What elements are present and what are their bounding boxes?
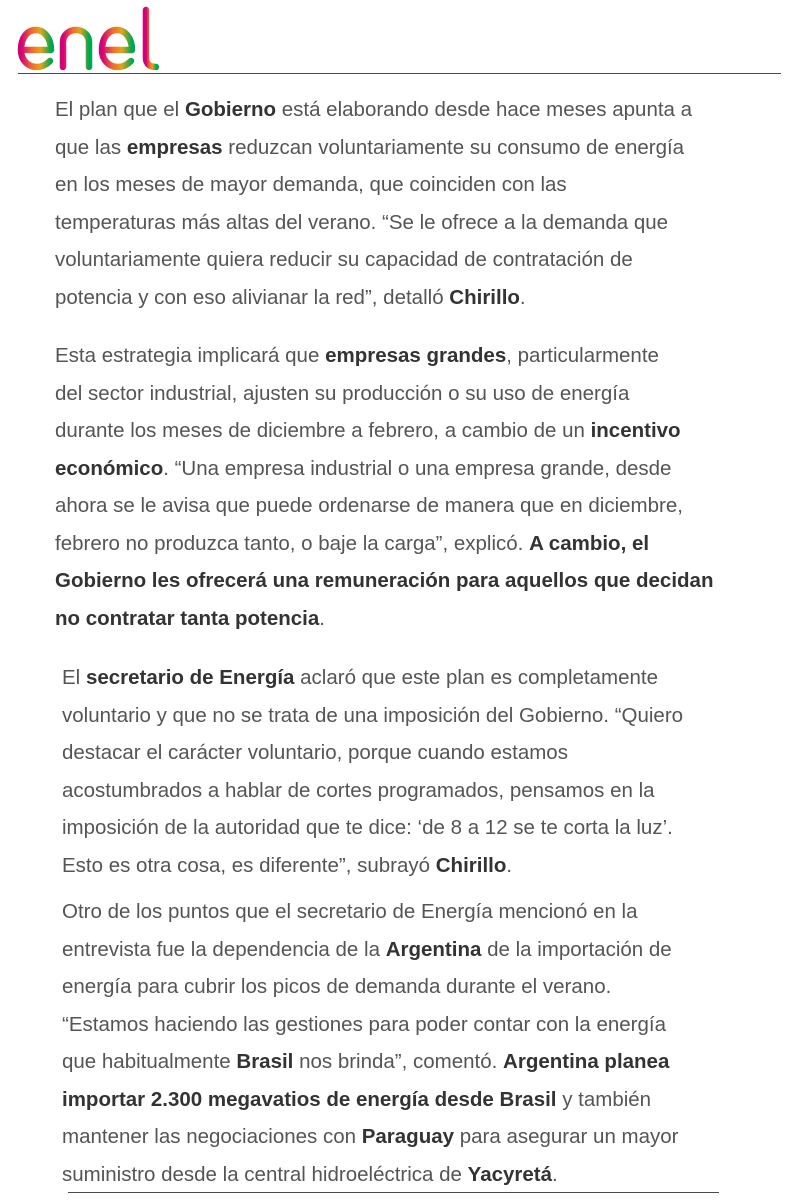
text-line	[55, 166, 735, 204]
text-segment: acostumbrados a hablar de cortes programados, pensamos en la	[62, 778, 655, 802]
text-line	[55, 204, 735, 242]
text-line	[62, 1156, 742, 1194]
text-segment: .	[552, 1162, 558, 1186]
article-paragraph-3	[62, 659, 742, 884]
bold-text: económico	[55, 456, 164, 480]
bold-text: A cambio, el	[529, 531, 650, 555]
footer-divider	[68, 1192, 719, 1193]
text-segment: Esto es otra cosa, es diferente”, subrayó	[62, 853, 436, 877]
text-line	[62, 893, 742, 931]
text-line	[55, 129, 735, 167]
article-paragraph-2	[55, 337, 735, 637]
text-segment: durante los meses de diciembre a febrero, a cambio de un	[55, 419, 591, 442]
text-segment: El	[62, 666, 86, 689]
text-segment: voluntario y que no se trata de una imposición del Gobierno. “Quiero	[62, 703, 684, 727]
text-segment: , particularmente	[506, 344, 659, 367]
text-line	[55, 562, 735, 600]
text-segment: del sector industrial, ajusten su producción o su uso de energía	[55, 381, 630, 405]
bold-text: no contratar tanta potencia	[55, 606, 320, 630]
text-segment: reduzcan voluntariamente su consumo de energía	[222, 135, 685, 159]
text-segment: de la importación de	[481, 937, 672, 961]
text-segment: para asegurar un mayor	[454, 1125, 679, 1148]
bold-text: Yacyretá	[467, 1162, 553, 1186]
text-line	[55, 279, 735, 317]
text-segment: Esta estrategia implicará que	[55, 344, 326, 367]
bold-text: Paraguay	[361, 1125, 455, 1148]
text-segment: mantener las negociaciones con	[62, 1125, 362, 1148]
site-header	[0, 0, 800, 75]
text-segment: .	[506, 853, 513, 877]
text-segment: .	[519, 285, 526, 309]
text-line	[55, 91, 735, 129]
bold-text: importar 2.300 megavatios de energía desde Brasil	[62, 1087, 557, 1111]
text-line	[62, 1081, 742, 1119]
text-line	[62, 809, 742, 847]
text-line	[62, 772, 742, 810]
text-line	[55, 241, 735, 279]
bold-text: Gobierno les ofrecerá una remuneración para aquellos que decidan	[55, 569, 714, 592]
text-line	[55, 525, 735, 563]
article-paragraph-1	[55, 91, 735, 316]
text-segment: entrevista fue la dependencia de la	[62, 937, 386, 961]
text-segment: nos brinda”, comentó.	[293, 1050, 504, 1073]
text-line	[55, 375, 735, 413]
text-segment: potencia y con eso alivianar la red”, detalló	[55, 285, 450, 309]
bold-text: secretario de Energía	[85, 666, 295, 689]
bold-text: incentivo	[590, 419, 681, 442]
bold-text: Chirillo	[449, 285, 520, 309]
text-line	[55, 412, 735, 450]
text-segment: destacar el carácter voluntario, porque cuando estamos	[62, 741, 568, 764]
text-line	[55, 450, 735, 488]
text-line	[62, 1118, 742, 1156]
enel-logo[interactable]	[16, 6, 182, 70]
text-segment: febrero no produzca tanto, o baje la carga”, explicó.	[55, 531, 530, 555]
text-segment: “Estamos haciendo las gestiones para poder contar con la energía	[62, 1012, 666, 1036]
text-segment: voluntariamente quiera reducir su capacidad de contratación de	[55, 248, 633, 271]
text-segment: Otro de los puntos que el secretario de Energía mencionó en la	[62, 900, 638, 923]
bold-text: Chirillo	[435, 853, 507, 877]
text-segment: temperaturas más altas del verano. “Se le ofrece a la demanda que	[55, 210, 669, 234]
text-line	[62, 1006, 742, 1044]
text-segment: aclaró que este plan es completamente	[294, 666, 658, 689]
bold-text: Gobierno	[184, 98, 277, 121]
text-segment: y también	[556, 1087, 652, 1111]
bold-text: Argentina planea	[503, 1050, 670, 1073]
text-segment: suministro desde la central hidroeléctrica de	[62, 1162, 468, 1186]
text-segment: El plan que el	[55, 98, 185, 121]
text-line	[62, 734, 742, 772]
text-line	[62, 1043, 742, 1081]
bold-text: Brasil	[236, 1050, 294, 1073]
text-segment: ahora se le avisa que puede ordenarse de manera que en diciembre,	[55, 494, 683, 517]
text-segment: .	[319, 606, 325, 630]
text-segment: está elaborando desde hace meses apunta a	[276, 98, 693, 121]
article-paragraph-4	[62, 893, 742, 1193]
text-segment: energía para cubrir los picos de demanda durante el verano.	[62, 975, 612, 998]
text-segment: en los meses de mayor demanda, que coinciden con las	[55, 173, 567, 196]
text-line	[55, 600, 735, 638]
text-segment: que las	[55, 135, 127, 159]
text-line	[55, 337, 735, 375]
bold-text: empresas	[126, 135, 223, 159]
text-segment: imposición de la autoridad que te dice: ‘de 8 a 12 se te corta la luz’.	[62, 816, 673, 839]
bold-text: Argentina	[385, 937, 482, 961]
text-line	[62, 697, 742, 735]
text-line	[62, 968, 742, 1006]
text-line	[62, 659, 742, 697]
text-segment: que habitualmente	[62, 1050, 237, 1073]
text-line	[55, 487, 735, 525]
bold-text: empresas grandes	[325, 344, 507, 367]
enel-logo-mark	[16, 6, 182, 70]
text-segment: . “Una empresa industrial o una empresa grande, desde	[163, 456, 672, 480]
header-divider	[18, 73, 781, 74]
text-line	[62, 847, 742, 885]
text-line	[62, 931, 742, 969]
